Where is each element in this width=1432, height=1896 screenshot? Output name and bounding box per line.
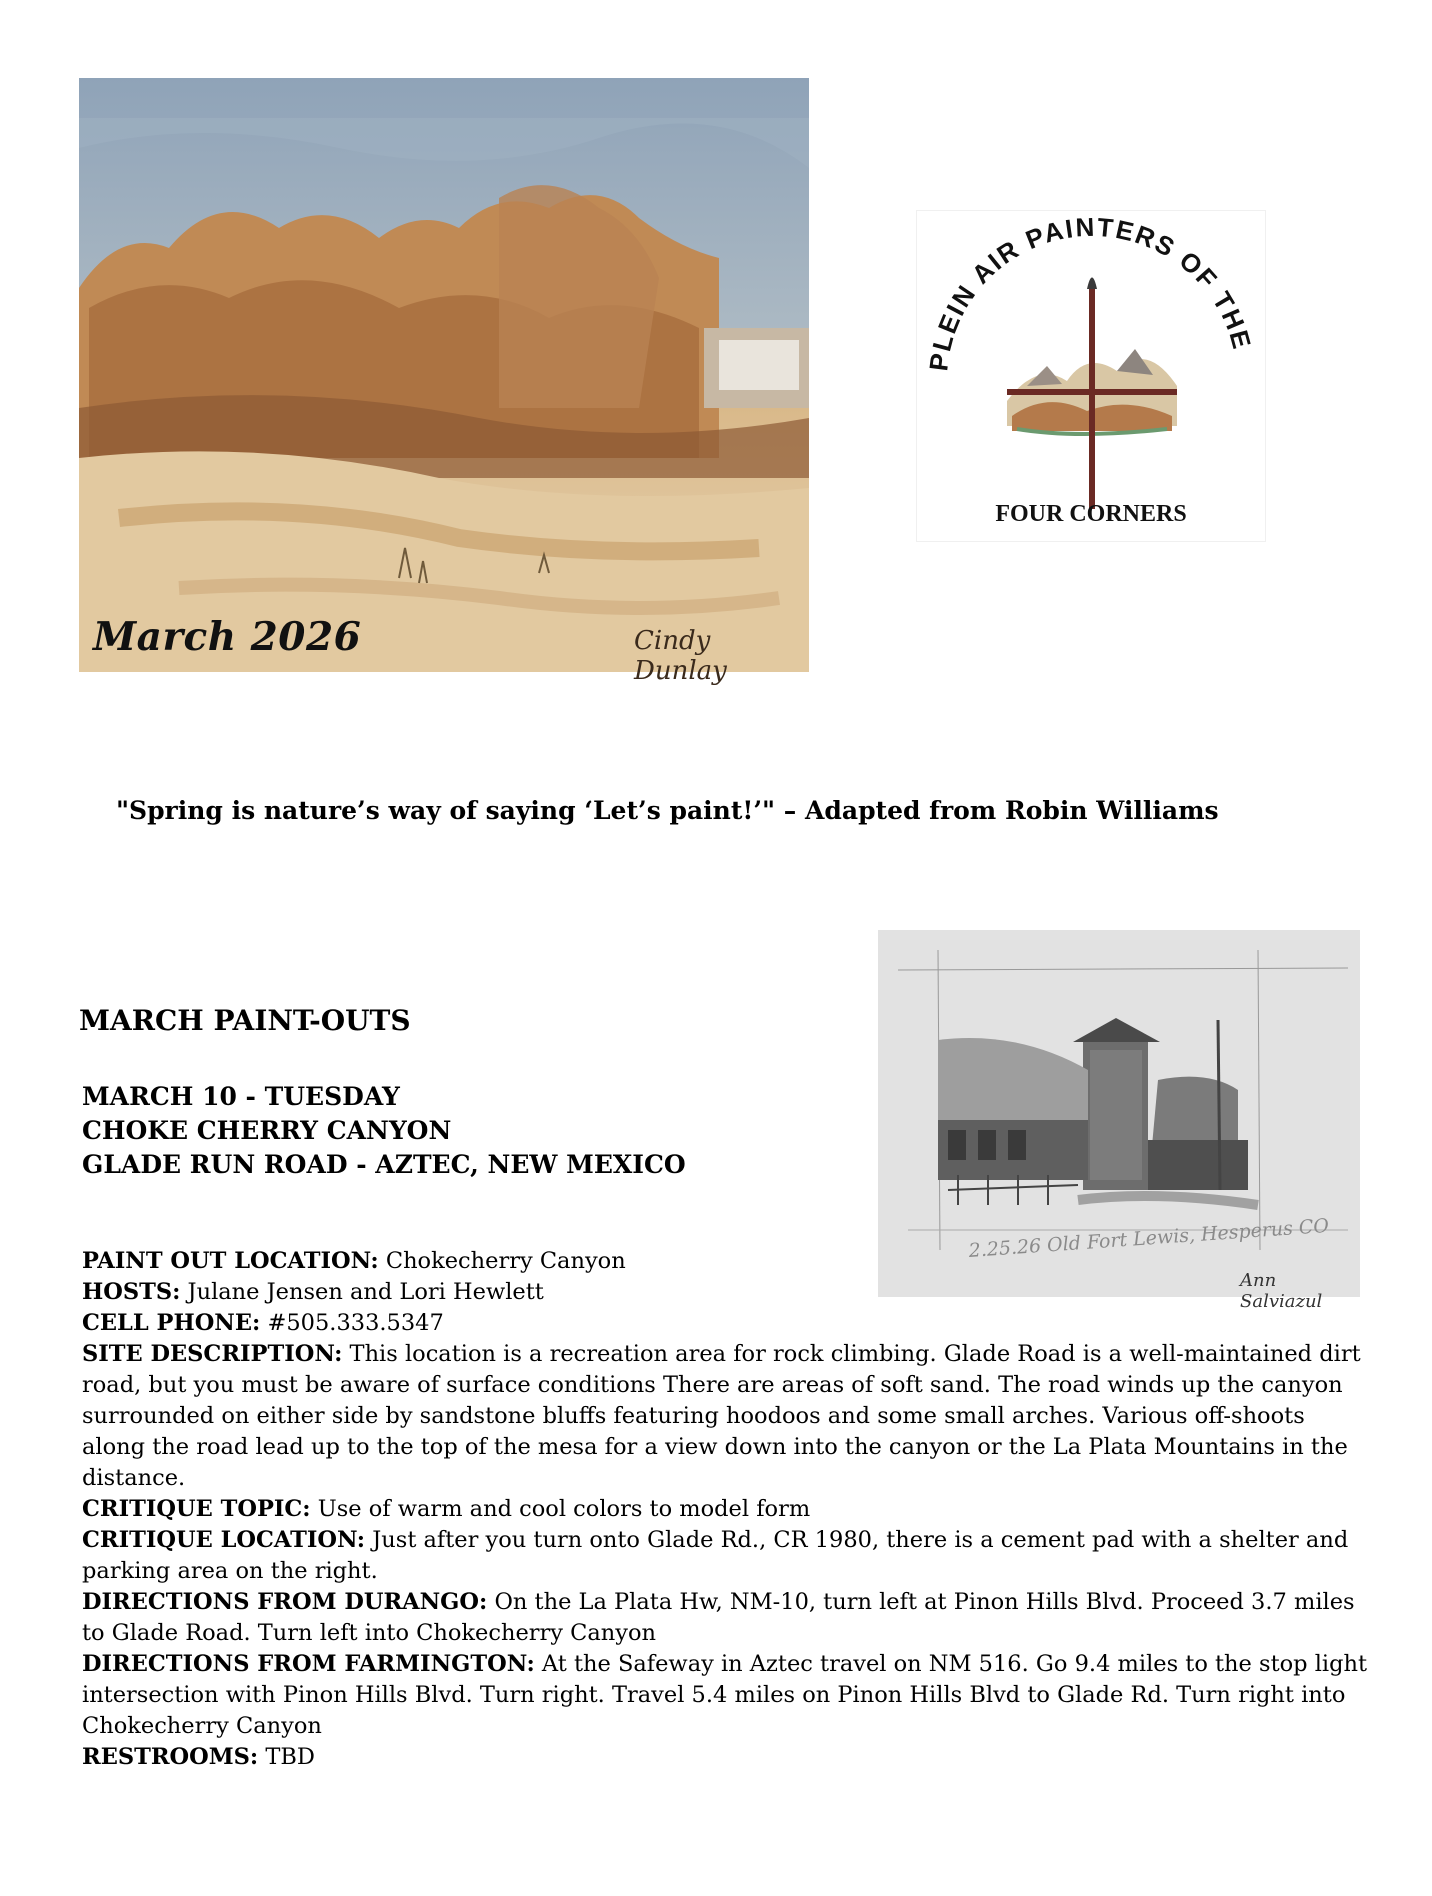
- detail-value: Chokecherry Canyon: [378, 1248, 626, 1274]
- cover-painting: [79, 78, 809, 686]
- detail-value: Use of warm and cool colors to model form: [310, 1496, 811, 1522]
- detail-directions-farmington: [82, 1649, 1372, 1742]
- pencil-sketch: [878, 930, 1360, 1312]
- logo-arc-text: PLEIN AIR PAINTERS OF THE: [923, 211, 1258, 373]
- event-place: GLADE RUN ROAD - AZTEC, NEW MEXICO: [82, 1150, 686, 1179]
- event-name: CHOKE CHERRY CANYON: [82, 1116, 452, 1145]
- painting-signature: Cindy Dunlay: [634, 626, 727, 686]
- logo-bottom-text: FOUR CORNERS: [995, 501, 1187, 527]
- detail-label: DIRECTIONS FROM FARMINGTON:: [82, 1651, 535, 1677]
- detail-value: At the Safeway in Aztec travel on NM 516. Go 9.4 miles to the stop light intersection with Pinon Hills Blvd. Turn right. Travel 5.4 miles on Pinon Hills Blvd to Glade Rd. Turn right into Chokecherry Canyon: [82, 1651, 1368, 1739]
- sketch-date-location: 2.25.26 Old Fort Lewis, Hesperus CO: [968, 1214, 1330, 1262]
- organization-logo: [916, 210, 1266, 542]
- paintbrush-cross-icon: [1007, 278, 1177, 510]
- detail-label: RESTROOMS:: [82, 1744, 259, 1770]
- detail-label: SITE DESCRIPTION:: [82, 1341, 343, 1367]
- section-title: MARCH PAINT-OUTS: [79, 1004, 411, 1037]
- event-date: MARCH 10 - TUESDAY: [82, 1082, 400, 1111]
- detail-value: TBD: [258, 1744, 315, 1770]
- detail-restrooms: [82, 1742, 1372, 1773]
- detail-hosts: [82, 1277, 1372, 1308]
- logo-graphic: [917, 211, 1265, 541]
- detail-value: This location is a recreation area for rock climbing. Glade Road is a well-maintained dirt road, but you must be aware of surface conditions There are areas of soft sand. The road winds up the canyon surrounded on either side by sandstone bluffs featuring hoodoos and some small arches. Various off-shoots along the road lead up to the top of the mesa for a view down into the canyon or the La Plata Mountains in the distance.: [82, 1341, 1361, 1491]
- detail-label: HOSTS:: [82, 1279, 181, 1305]
- detail-directions-durango: [82, 1587, 1372, 1649]
- quote: "Spring is nature’s way of saying ‘Let’s paint!’" – Adapted from Robin Williams: [116, 796, 1219, 825]
- sketch-artist: Ann Salviazul: [1240, 1270, 1323, 1312]
- detail-label: CRITIQUE TOPIC:: [82, 1496, 311, 1522]
- detail-value: On the La Plata Hw, NM-10, turn left at Pinon Hills Blvd. Proceed 3.7 miles to Glade Road. Turn left into Chokecherry Canyon: [82, 1589, 1355, 1646]
- detail-value: Julane Jensen and Lori Hewlett: [180, 1279, 544, 1305]
- landscape-painting-image: [79, 78, 809, 672]
- detail-value: #505.333.5347: [260, 1310, 444, 1336]
- detail-label: PAINT OUT LOCATION:: [82, 1248, 379, 1274]
- event-heading: [82, 1080, 686, 1182]
- detail-critique-location: [82, 1525, 1372, 1587]
- detail-cell-phone: [82, 1308, 1372, 1339]
- detail-label: CELL PHONE:: [82, 1310, 261, 1336]
- detail-value: Just after you turn onto Glade Rd., CR 1980, there is a cement pad with a shelter and parking area on the right.: [82, 1527, 1349, 1584]
- detail-paint-out-location: [82, 1246, 1372, 1277]
- detail-label: DIRECTIONS FROM DURANGO:: [82, 1589, 488, 1615]
- detail-site-description: [82, 1339, 1372, 1494]
- event-details: [82, 1246, 1372, 1773]
- detail-critique-topic: [82, 1494, 1372, 1525]
- painting-caption: March 2026: [93, 614, 362, 660]
- detail-label: CRITIQUE LOCATION:: [82, 1527, 366, 1553]
